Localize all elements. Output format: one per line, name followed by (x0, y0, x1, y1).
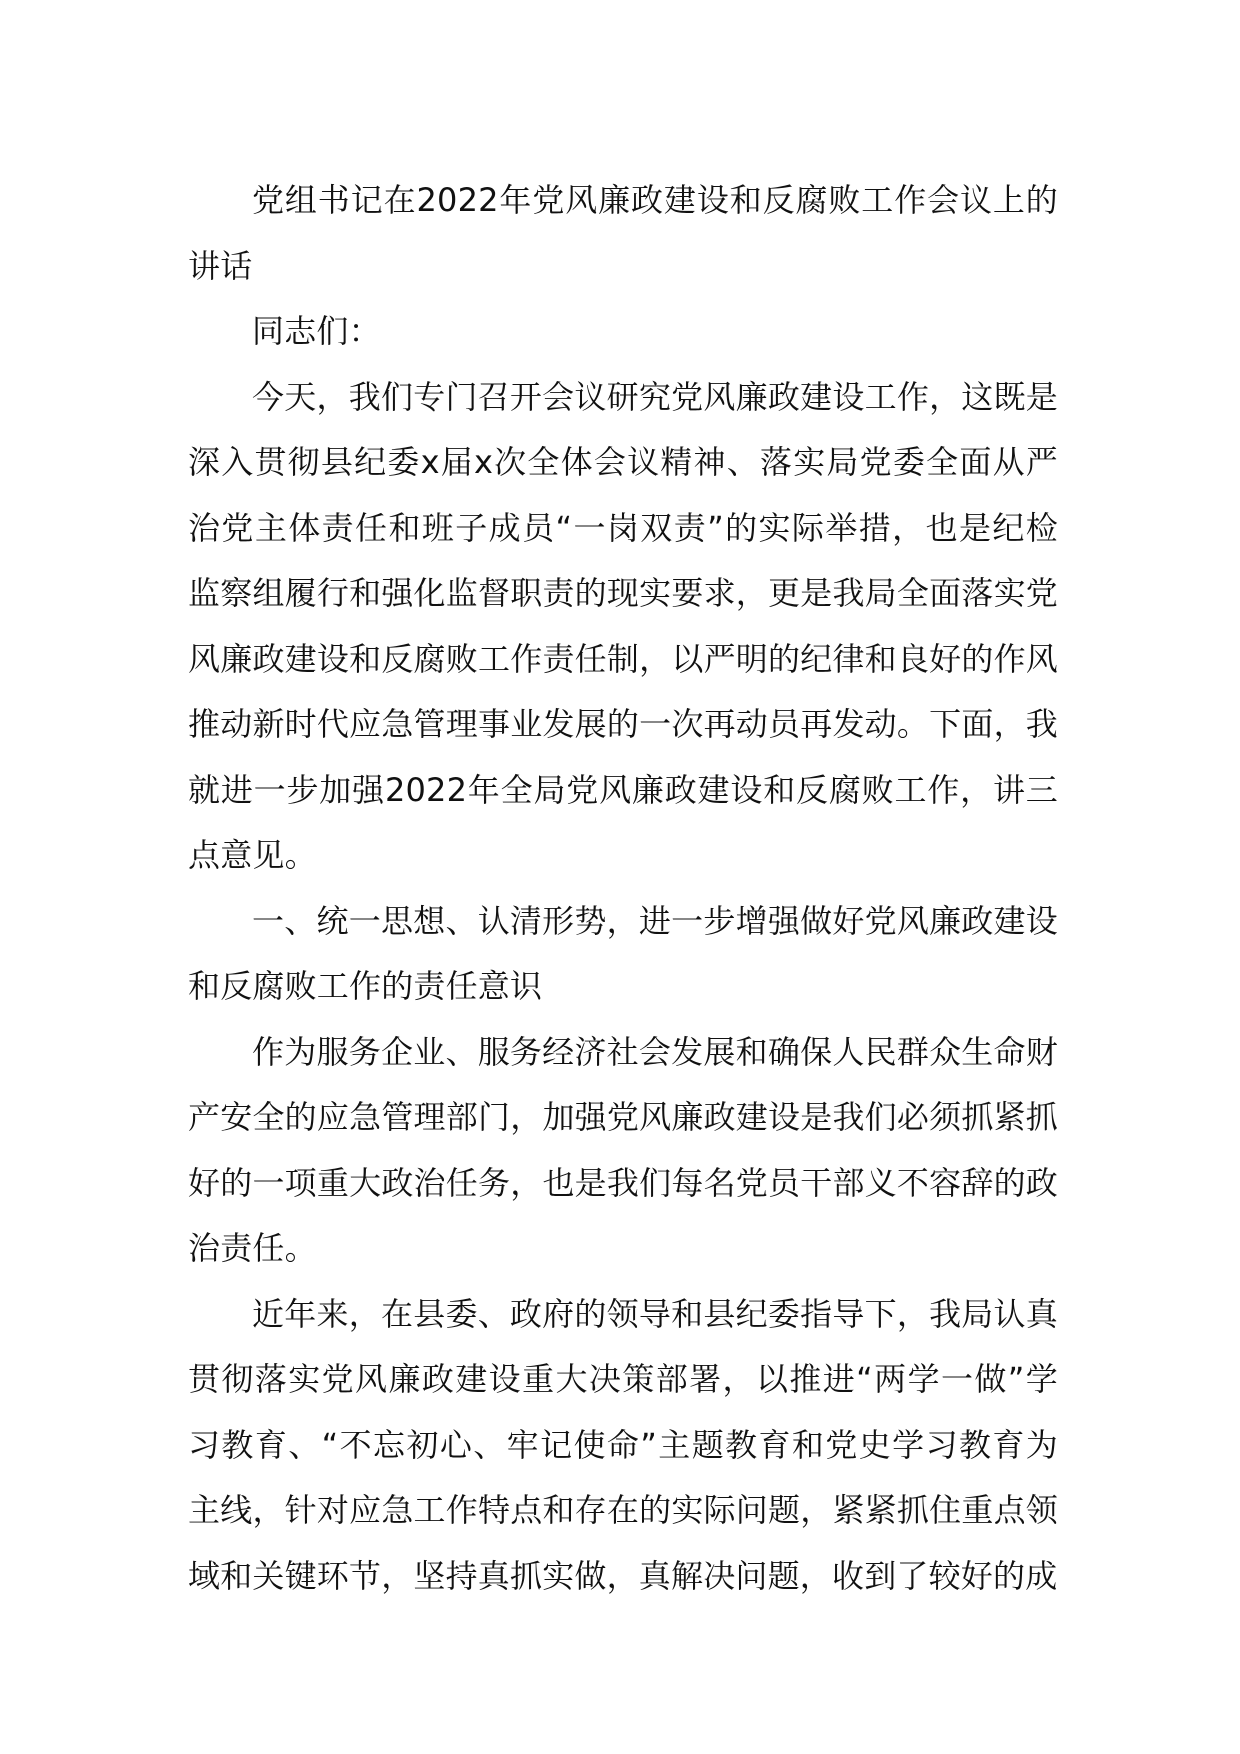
document-title: 党组书记在2022年党风廉政建设和反腐败工作会议上的讲话 (188, 181, 1058, 285)
document-body (188, 168, 1058, 1609)
paragraph-recent-years: 近年来，在县委、政府的领导和县纪委指导下，我局认真贯彻落实党风廉政建设重大决策部署，以推进“两学一做”学习教育、“不忘初心、牢记使命”主题教育和党史学习教育为主线，针对应急工作特点和存在的实际问题，紧紧抓住重点领域和关键环节，坚持真抓实做，真解决问题，收到了较好的成 (188, 1294, 1058, 1595)
section-heading-1: 一、统一思想、认清形势，进一步增强做好党风廉政建设和反腐败工作的责任意识 (188, 901, 1058, 1005)
paragraph-intro: 今天，我们专门召开会议研究党风廉政建设工作，这既是深入贯彻县纪委x届x次全体会议精神、落实局党委全面从严治党主体责任和班子成员“一岗双责”的实际举措，也是纪检监察组履行和强化监督职责的现实要求，更是我局全面落实党风廉政建设和反腐败工作责任制，以严明的纪律和良好的作风推动新时代应急管理事业发展的一次再动员再发动。下面，我就进一步加强2022年全局党风廉政建设和反腐败工作，讲三点意见。 (188, 377, 1058, 874)
greeting: 同志们： (252, 312, 381, 350)
paragraph-responsibility: 作为服务企业、服务经济社会发展和确保人民群众生命财产安全的应急管理部门，加强党风廉政建设是我们必须抓紧抓好的一项重大政治任务，也是我们每名党员干部义不容辞的政治责任。 (188, 1032, 1058, 1267)
